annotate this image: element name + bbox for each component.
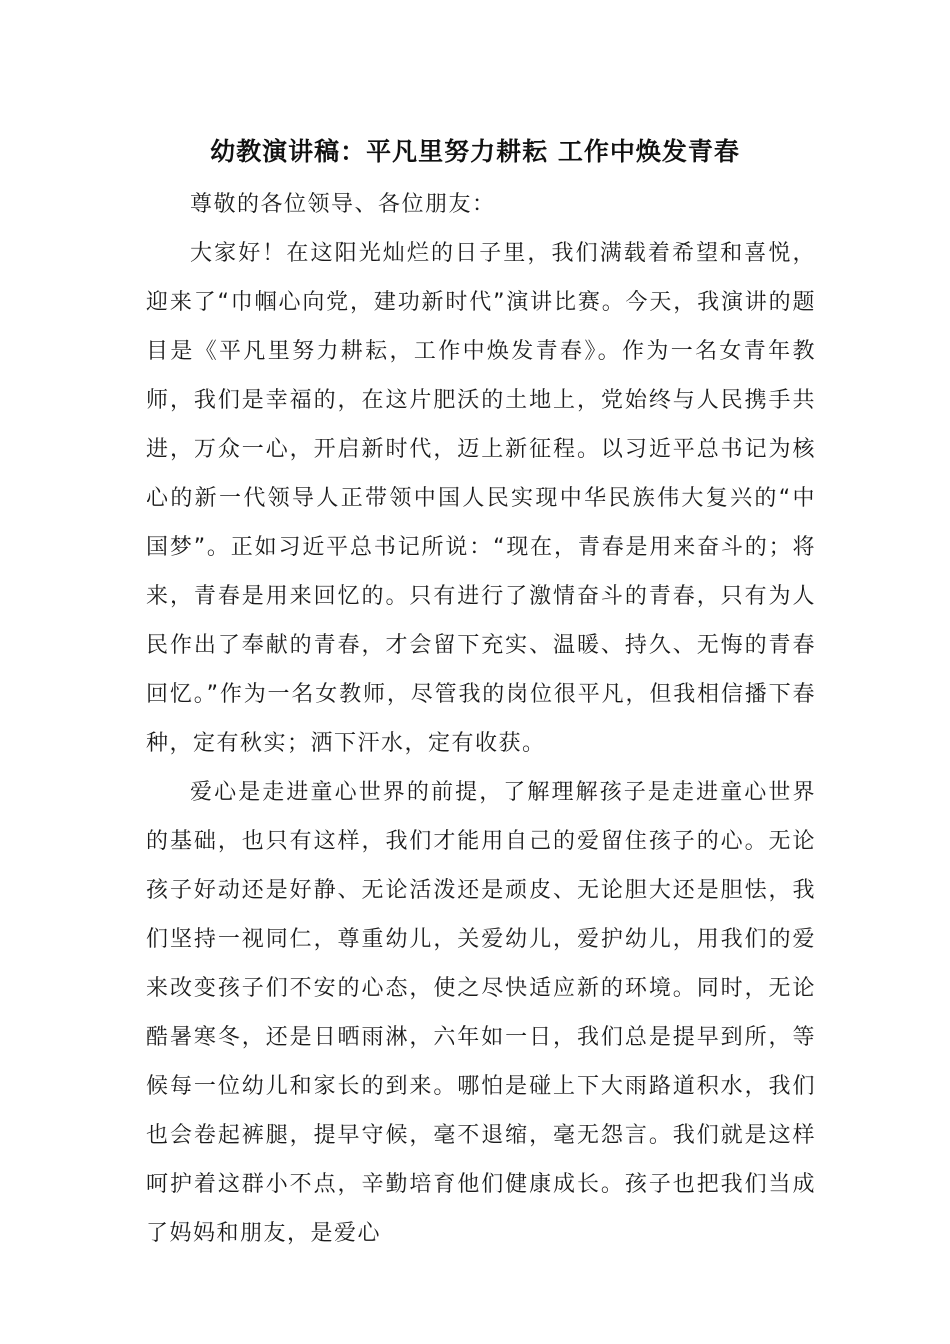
document-body	[146, 180, 816, 1258]
body-paragraph-1: 大家好！在这阳光灿烂的日子里，我们满载着希望和喜悦，迎来了“巾帼心向党，建功新时代”演讲比赛。今天，我演讲的题目是《平凡里努力耕耘，工作中焕发青春》。作为一名女青年教师，我们是幸福的，在这片肥沃的土地上，党始终与人民携手共进，万众一心，开启新时代，迈上新征程。以习近平总书记为核心的新一代领导人正带领中国人民实现中华民族伟大复兴的“中国梦”。正如习近平总书记所说：“现在，青春是用来奋斗的；将来，青春是用来回忆的。只有进行了激情奋斗的青春，只有为人民作出了奉献的青春，才会留下充实、温暖、持久、无悔的青春回忆。”作为一名女教师，尽管我的岗位很平凡，但我相信播下春种，定有秋实；洒下汗水，定有收获。	[146, 241, 816, 756]
greeting-paragraph: 尊敬的各位领导、各位朋友：	[190, 192, 496, 217]
document-title: 幼教演讲稿：平凡里努力耕耘 工作中焕发青春	[210, 137, 740, 166]
body-paragraph-2: 爱心是走进童心世界的前提，了解理解孩子是走进童心世界的基础，也只有这样，我们才能用自己的爱留住孩子的心。无论孩子好动还是好静、无论活泼还是顽皮、无论胆大还是胆怯，我们坚持一视同仁，尊重幼儿，关爱幼儿，爱护幼儿，用我们的爱来改变孩子们不安的心态，使之尽快适应新的环境。同时，无论酷暑寒冬，还是日晒雨淋，六年如一日，我们总是提早到所，等候每一位幼儿和家长的到来。哪怕是碰上下大雨路道积水，我们也会卷起裤腿，提早守候，毫不退缩，毫无怨言。我们就是这样呵护着这群小不点，辛勤培育他们健康成长。孩子也把我们当成了妈妈和朋友，是爱心	[146, 780, 816, 1246]
